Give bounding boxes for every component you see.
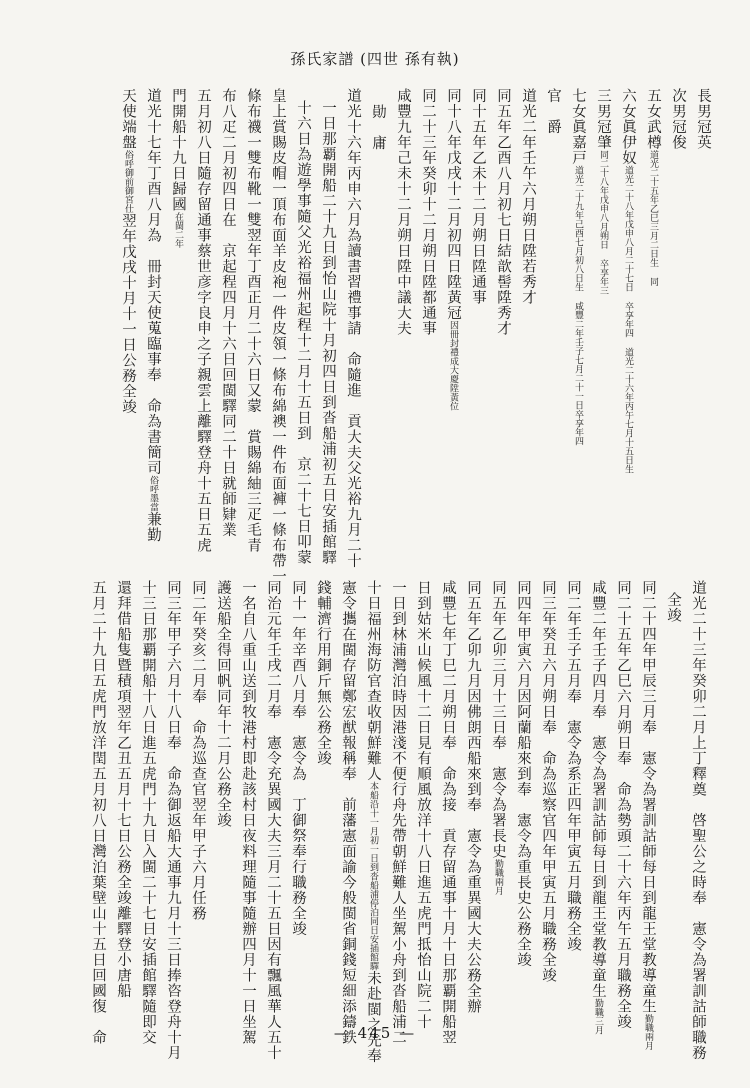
column-text: 同三年癸丑六月朔日奉 命為巡察官四年甲寅五月職務全竣 — [540, 580, 556, 983]
interlinear-note: 勤職三月 — [593, 998, 603, 1035]
column-text: 五女武樽 — [645, 88, 661, 150]
text-column — [186, 88, 210, 553]
column-text: 七女眞嘉戸 — [570, 88, 586, 166]
column-text: 全竣 — [665, 592, 681, 623]
column-text: 同三年甲子六月十八日奉 命為御返船大通事九月十三日捧咨登舟十月 — [165, 580, 181, 1061]
column-text: 布八疋二月初四日在 京起程四月十六日回閩驛同二十日就師肄業 — [220, 88, 236, 538]
column-text: 同十八年戊戌十二月初四日陞黃冠 — [445, 88, 461, 321]
text-column — [556, 580, 580, 952]
text-column — [131, 580, 155, 1045]
text-column — [606, 580, 630, 1030]
column-text: 憲令攜在閩存留鄭宏猷報稱奉 前藩憲面諭今般閩省銅錢短細添鑄鉄 — [340, 580, 356, 1045]
text-column — [406, 580, 430, 1030]
column-text: 十日福州海防官查收朝鮮難人 — [365, 580, 381, 782]
genealogy-upper-section — [30, 88, 711, 584]
text-column — [631, 580, 655, 1050]
text-column — [161, 88, 185, 248]
interlinear-note: 因冊封禮成大慶陞黃位 — [448, 320, 458, 411]
column-text: 同治元年壬戌二月奉 憲令充異國大夫三月二十五日因有飄風華人五十 — [265, 580, 281, 1061]
column-text: 護送船全得回帆同年十二月公務全竣 — [215, 580, 231, 828]
text-column — [386, 88, 410, 336]
column-text: 長男冠英 — [695, 88, 711, 150]
column-text: 次男冠俊 — [670, 88, 686, 150]
text-column — [306, 580, 330, 766]
column-text: 道光二十三年癸卯二月上丁釋奠 啓聖公之時奉 憲令為署訓詁師職務 — [690, 580, 706, 1061]
column-text: 咸豐二年壬子四月奉 憲令為署訓詁師每日到龍王堂教導童生 — [590, 580, 606, 999]
text-column — [181, 580, 205, 921]
column-text: 同十一年辛酉八月奉 憲令為 丁御祭奉行職務全竣 — [290, 580, 306, 937]
text-column — [236, 88, 260, 553]
column-text: 錢輔濟行用銅斤無公務全竣 — [315, 580, 331, 766]
text-column — [81, 580, 105, 1045]
column-text: 同五年乙卯三月十三日奉 憲令為署長史 — [490, 580, 506, 859]
interlinear-note: 勤職兩月 — [493, 859, 503, 895]
text-column — [136, 88, 160, 543]
column-text: 同二十三年癸卯十二月朔日陞都通事 — [420, 88, 436, 336]
text-column — [431, 580, 455, 1045]
column-tail-text: 未赴閩之先奉 — [365, 970, 381, 1064]
text-column — [381, 580, 405, 1045]
column-text: 條布襪一雙布靴一雙翌年丁酉正月二十六日又蒙 賞賜綿紬三疋毛青 — [245, 88, 261, 553]
interlinear-note: 道光二十九年己酉七月初八日生 咸豐二年壬子七月二十一日卒享年四 — [573, 165, 583, 446]
column-text: 勛 庸 — [370, 104, 386, 151]
text-column — [336, 88, 360, 569]
text-column — [311, 88, 335, 565]
column-text: 三男冠肇 — [595, 88, 611, 150]
text-column — [286, 88, 310, 565]
text-column — [231, 580, 255, 1045]
text-column — [586, 88, 610, 295]
column-text: 皇上賞賜皮帽一頂布面羊皮袍一件皮領一條布綿襖一件布面褲一條布帶一 — [270, 88, 286, 584]
text-column — [156, 580, 180, 1061]
interlinear-note: 在閩二年 — [173, 212, 183, 248]
column-text: 咸豐九年己未十二月朔日陞中議大夫 — [395, 88, 411, 336]
column-text: 一名自八重山送到牧港村即赴該村日夜料理隨事隨辦四月十一日坐駕 — [240, 580, 256, 1045]
column-text: 同五年乙卯九月因佛朗西船來到奉 憲令為重異國大夫公務全辦 — [465, 580, 481, 1014]
column-tail-text: 兼勤 — [145, 511, 161, 543]
column-text: 道光十六年丙申六月為讀書習禮事請 命隨進 貢大夫父光裕九月二十 — [345, 88, 361, 569]
column-text: 同二年癸亥二月奉 命為巡查官翌年甲子六月任務 — [190, 580, 206, 921]
text-column — [481, 580, 505, 895]
text-column — [636, 88, 660, 286]
text-column — [511, 88, 535, 305]
interlinear-note: 道光二十八年戊申八月二十七日 卒享年四 道光二十六年丙午七月十五日生 — [623, 165, 633, 474]
column-text: 同二十五年乙巳六月朔日奉 命為勢頭二十六年丙午五月職務全竣 — [615, 580, 631, 1030]
text-column — [686, 88, 710, 150]
column-text: 門開船十九日歸國 — [170, 88, 186, 212]
text-column — [436, 88, 460, 411]
text-column — [281, 580, 305, 937]
column-text: 同四年甲寅六月因阿蘭船來到奉 憲令為重長史公務全竣 — [515, 580, 531, 968]
text-column — [256, 580, 280, 1061]
text-column — [411, 88, 435, 336]
column-text: 同二年壬子五月奉 憲令為系正四年甲寅五月職務全竣 — [565, 580, 581, 952]
text-column — [456, 580, 480, 1014]
text-column — [106, 580, 130, 999]
column-text: 十三日那覇開船十八日進五虎門十九日入閩二十七日安插館驛隨即交 — [140, 580, 156, 1045]
column-text: 咸豐七年丁巳二月朔日奉 命為接 貢存留通事十月十日那覇開船翌 — [440, 580, 456, 1045]
column-text: 日到姑米山候風十二日見有順風放洋十八日進五虎門抵怡山院二十 — [415, 580, 431, 1030]
interlinear-note: 勤職兩月 — [643, 1014, 653, 1050]
interlinear-note: 俗呼墨當 — [148, 475, 158, 512]
column-tail-text: 翌年戊戌十月十一日公務全竣 — [120, 213, 136, 415]
text-column — [531, 580, 555, 983]
column-text: 道光十七年丁酉八月為 冊封天使蒐臨事奉 命為書簡司 — [145, 88, 161, 476]
text-column — [461, 88, 485, 305]
column-text: 官 爵 — [545, 88, 561, 135]
column-text: 同二十四年甲辰三月奉 憲令為署訓詁師每日到龍王堂教導童生 — [640, 580, 656, 1014]
text-column — [206, 580, 230, 828]
text-column — [656, 580, 680, 623]
text-column — [331, 580, 355, 1045]
text-column — [361, 88, 385, 151]
column-text: 五月二十九日五虎門放洋閏五月初八日灣泊葉壁山十五日回國復 命 — [90, 580, 106, 1045]
page-number: — 445 — — [333, 1024, 417, 1042]
column-text: 還拜借船隻暨積項翌年乙丑五月十七日公務全竣離驛登小唐船 — [115, 580, 131, 999]
interlinear-note: 俗呼御前御宮仕 — [123, 150, 133, 213]
text-column — [681, 580, 705, 1061]
column-text: 一日那覇開船二十九日到怡山院十月初四日到沓船浦初五日安插館驛 — [320, 100, 336, 565]
text-column — [486, 88, 510, 336]
column-text: 同十五年乙未十二月朔日陞通事 — [470, 88, 486, 305]
text-column — [111, 88, 135, 415]
column-text: 一日到林浦灣泊時因港淺不便行舟先帶朝鮮難人坐駕小舟到沓船浦二 — [390, 580, 406, 1045]
column-text: 天使端盤 — [120, 88, 136, 150]
column-text: 十六日為遊學事隨父光裕福州起程十二月十五日到 京二十七日叩蒙 — [295, 100, 311, 565]
text-column — [661, 88, 685, 150]
text-column — [561, 88, 585, 446]
text-column — [611, 88, 635, 474]
column-text: 道光二年壬午六月朔日陞若秀才 — [520, 88, 536, 305]
text-column — [356, 580, 380, 1064]
column-text: 六女眞伊奴 — [620, 88, 636, 166]
column-text: 同五年乙酉八月初七日結歆髻陞秀才 — [495, 88, 511, 336]
page-title: 孫氏家譜 (四世 孫有執) — [290, 50, 460, 68]
column-text: 五月初八日隨存留通事蔡世彦字良申之子親雲上離驛登舟十五日五虎 — [195, 88, 211, 553]
interlinear-note: 道光二十五年乙巳三月二日生 同 — [648, 150, 658, 286]
text-column — [581, 580, 605, 1035]
interlinear-note: 本船沿十一月初一日到沓船浦停泊同日安插館驛 — [368, 781, 378, 971]
interlinear-note: 同二十八年戊申八月朔日 卒享年三 — [598, 150, 608, 295]
text-column — [261, 88, 285, 584]
text-column — [536, 88, 560, 135]
text-column — [506, 580, 530, 968]
text-column — [211, 88, 235, 538]
